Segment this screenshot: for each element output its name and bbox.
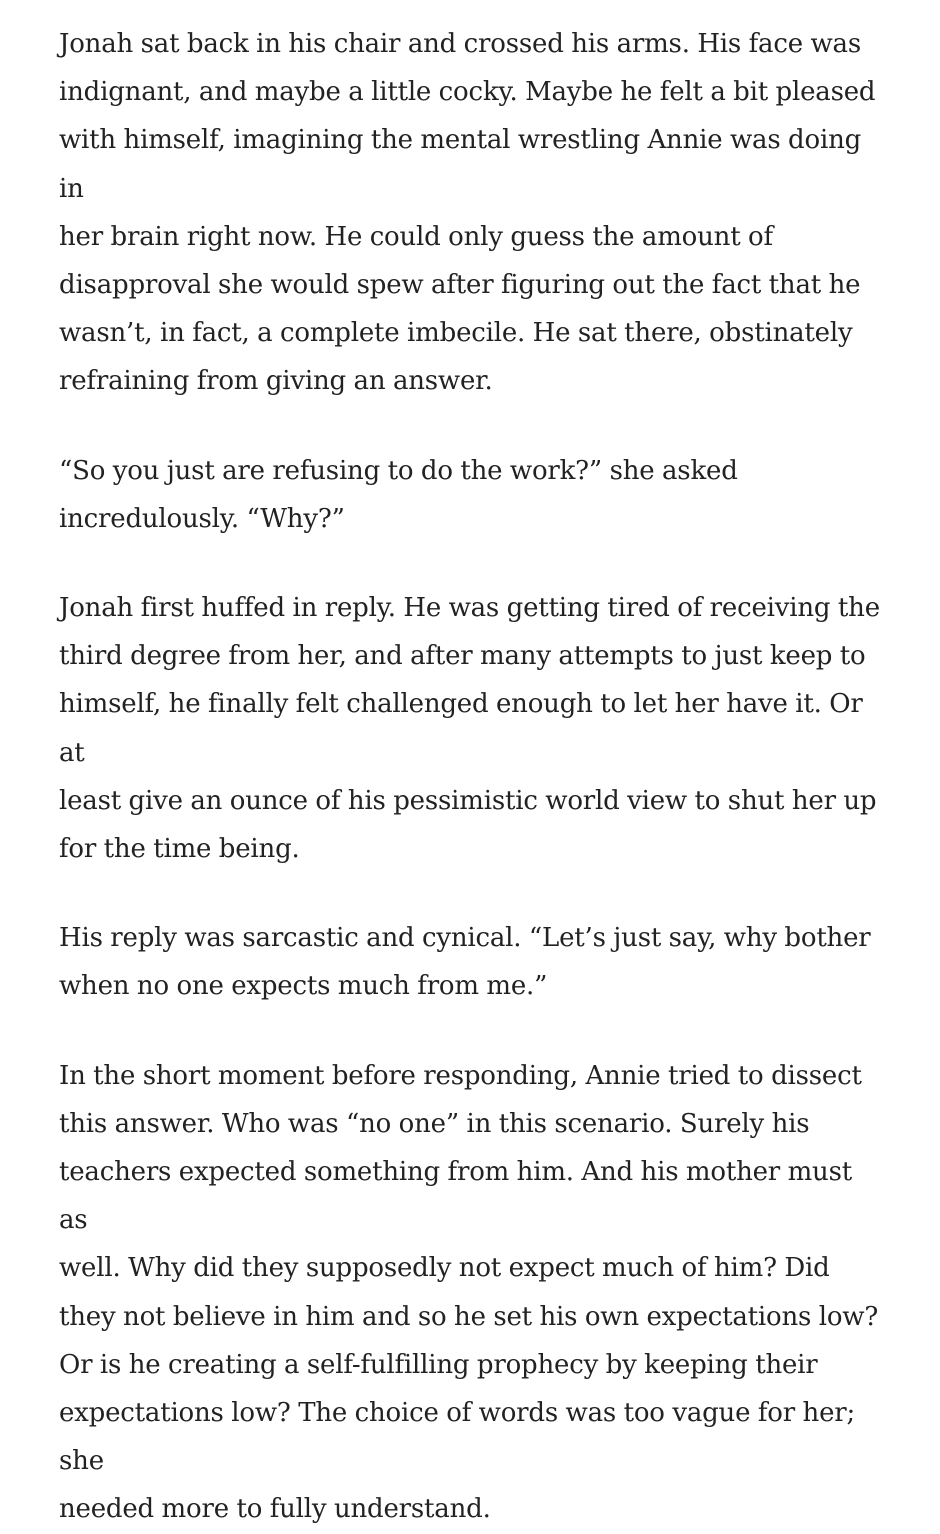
paragraph-refusing-question: “So you just are refusing to do the work?” she asked incredulously. “Why?” bbox=[59, 455, 738, 534]
paragraph-jonah-sat-back: Jonah sat back in his chair and crossed his arms. His face was indignant, and maybe a little cocky. Maybe he felt a bit pleased with himself, imagining the mental wrestling Annie was doing in her brain right now. He could only guess the amount of disapproval she would spew after figuring out the fact that he wasn’t, in fact, a complete imbecile. He sat there, obstinately refraining from giving an answer. bbox=[59, 29, 876, 397]
paragraph-sarcastic-reply: His reply was sarcastic and cynical. “Let’s just say, why bother when no one expects much from me.” bbox=[59, 923, 871, 1002]
paragraph-annie-dissects: In the short moment before responding, Annie tried to dissect this answer. Who was “no one” in this scenario. Surely his teachers expected something from him. And his mother must as well. Why did they supposedly not expect much of him? Did they not believe in him and so he set his own expectations low? Or is he creating a self-fulfilling prophecy by keeping their expectations low? The choice of words was too vague for her; she needed more to fully understand. bbox=[59, 1060, 879, 1525]
paragraph-jonah-huffed: Jonah first huffed in reply. He was getting tired of receiving the third degree from her, and after many attempts to just keep to himself, he finally felt challenged enough to let her have it. Or at least give an ounce of his pessimistic world view to shut her up for the time being. bbox=[59, 593, 880, 865]
